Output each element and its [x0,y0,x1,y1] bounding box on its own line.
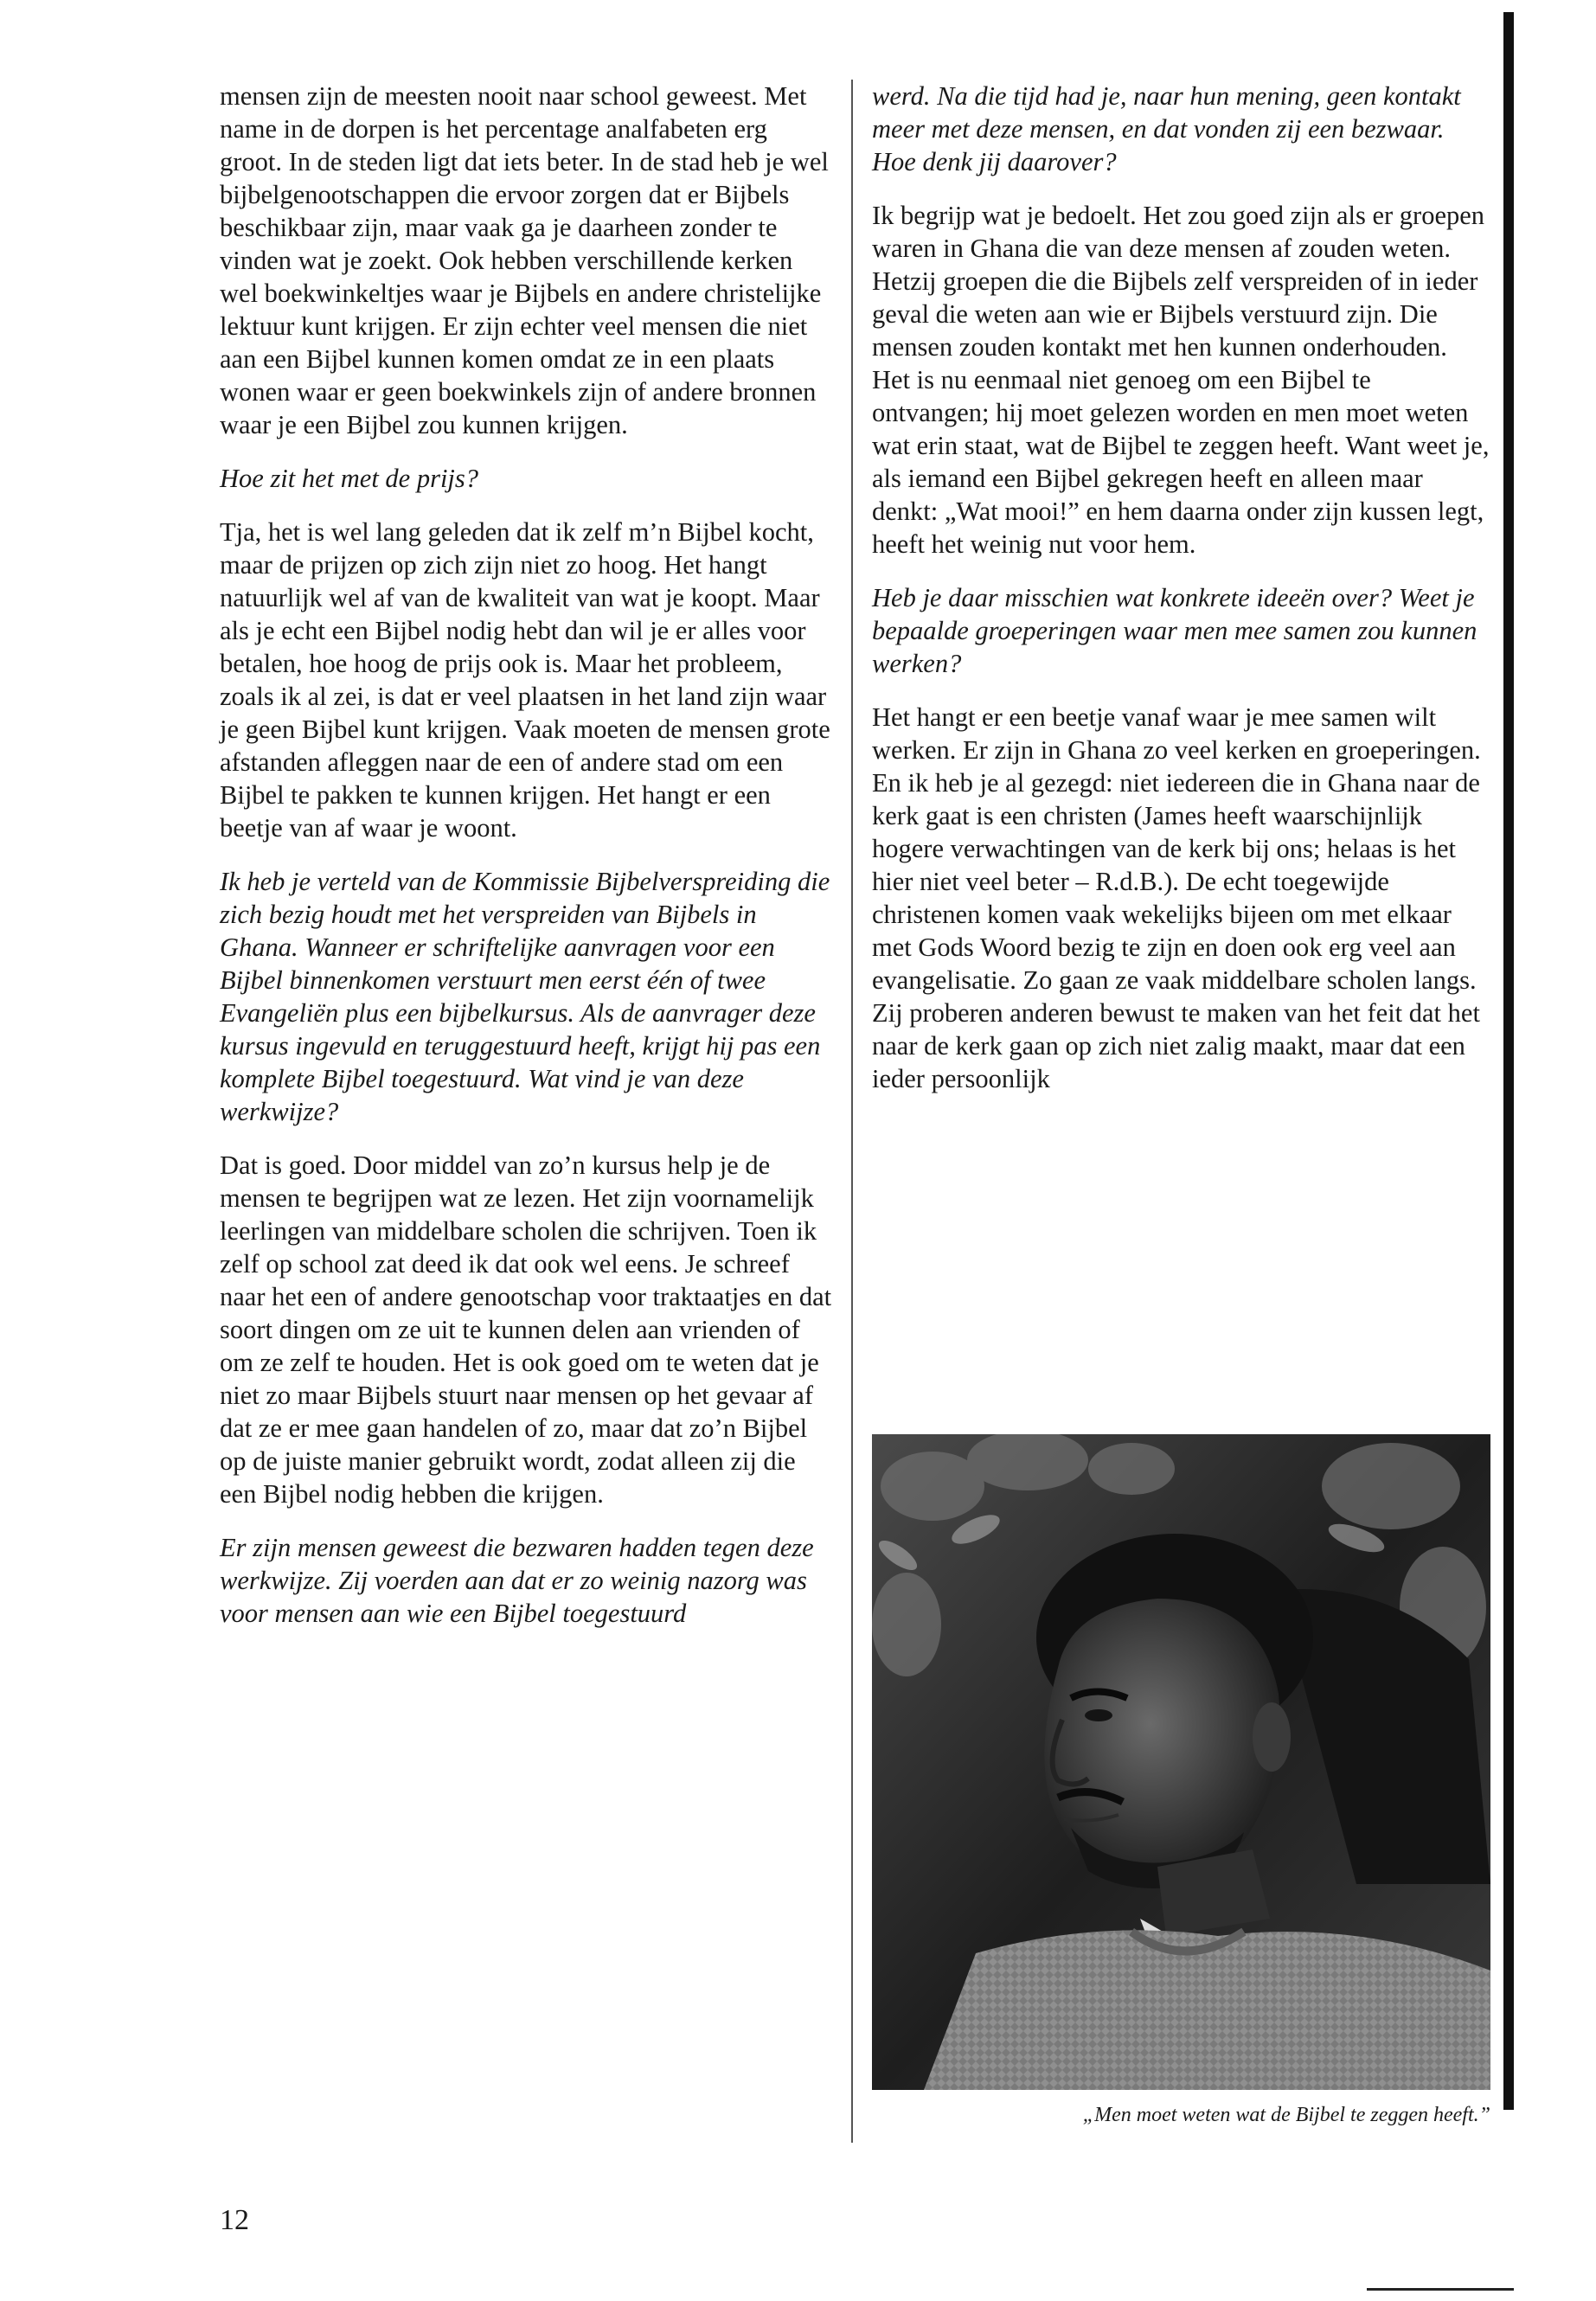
column-divider [851,80,853,2143]
page-edge-bar [1503,12,1514,2110]
page-number: 12 [220,2204,249,2236]
answer-paragraph: Tja, het is wel lang geleden dat ik zelf m’n Bijbel kocht, maar de prijzen op zich zijn niet zo hoog. Het hangt natuurlijk wel af van de kwaliteit van wat je koopt. Maar als je echt een Bijbel nodig hebt dan wil je er alles voor betalen, hoe hoog de prijs ook is. Maar het probleem, zoals ik al zei, is dat er veel plaatsen in het land zijn waar je geen Bijbel kunt krijgen. Vaak moeten de mensen grote afstanden afleggen naar de een of andere stad om een Bijbel te pakken te kunnen krijgen. Het hangt er een beetje van af waar je woont. [220,517,830,843]
question-paragraph: Heb je daar misschien wat konkrete ideeën over? Weet je bepaalde groeperingen waar men mee samen zou kunnen werken? [872,583,1477,678]
right-column [872,80,1490,1116]
portrait-illustration [872,1434,1490,2090]
footer-rule [1367,2288,1514,2291]
question-paragraph: Ik heb je verteld van de Kommissie Bijbelverspreiding die zich bezig houdt met het verspreiden van Bijbels in Ghana. Wanneer er schriftelijke aanvragen voor een Bijbel binnenkomen verstuurt men eerst één of twee Evangeliën plus een bijbelkursus. Als de aanvrager deze kursus ingevuld en teruggestuurd heeft, krijgt hij pas een komplete Bijbel toegestuurd. Wat vind je van deze werkwijze? [220,867,830,1126]
answer-paragraph: Dat is goed. Door middel van zo’n kursus help je de mensen te begrijpen wat ze lezen. Het zijn voornamelijk leerlingen van middelbare scholen die schrijven. Toen ik zelf op school zat deed ik dat ook wel eens. Je schreef naar het een of andere genootschap voor traktaatjes en dat soort dingen om ze uit te kunnen delen aan vrienden of om ze zelf te houden. Het is ook goed om te weten dat je niet zo maar Bijbels stuurt naar mensen op het gevaar af dat ze er mee gaan handelen of zo, maar dat zo’n Bijbel op de juiste manier gebruikt wordt, zodat alleen zij die een Bijbel nodig hebben die krijgen. [220,1150,832,1509]
portrait-photo [872,1434,1490,2090]
question-paragraph: werd. Na die tijd had je, naar hun mening, geen kontakt meer met deze mensen, en dat vonden zij een bezwaar. Hoe denk jij daarover? [872,81,1461,176]
answer-paragraph: mensen zijn de meesten nooit naar school geweest. Met name in de dorpen is het percentage analfabeten erg groot. In de steden ligt dat iets beter. In de stad heb je wel bijbelgenootschappen die ervoor zorgen dat er Bijbels beschikbaar zijn, maar vaak ga je daarheen zonder te vinden wat je zoekt. Ook hebben verschillende kerken wel boekwinkeltjes waar je Bijbels en andere christelijke lektuur kunt krijgen. Er zijn echter veel mensen die niet aan een Bijbel kunnen komen omdat ze in een plaats wonen waar er geen boekwinkels zijn of andere bronnen waar je een Bijbel zou kunnen krijgen. [220,81,829,439]
question-paragraph: Er zijn mensen geweest die bezwaren hadden tegen deze werkwijze. Zij voerden aan dat er zo weinig nazorg was voor mensen aan wie een Bijbel toegestuurd [220,1533,814,1628]
question-paragraph: Hoe zit het met de prijs? [220,464,479,493]
answer-paragraph: Ik begrijp wat je bedoelt. Het zou goed zijn als er groepen waren in Ghana die van deze mensen af zouden weten. Hetzij groepen die die Bijbels zelf verspreiden of in ieder geval die weten aan wie er Bijbels verstuurd zijn. Die mensen zouden kontakt met hen kunnen onderhouden. Het is nu eenmaal niet genoeg om een Bijbel te ontvangen; hij moet gelezen worden en men moet weten wat erin staat, wat de Bijbel te zeggen heeft. Want weet je, als iemand een Bijbel gekregen heeft en alleen maar denkt: „Wat mooi!” en hem daarna onder zijn kussen legt, heeft het weinig nut voor hem. [872,201,1490,559]
answer-paragraph: Het hangt er een beetje vanaf waar je mee samen wilt werken. Er zijn in Ghana zo veel kerken en groeperingen. En ik heb je al gezegd: niet iedereen die in Ghana naar de kerk gaat is een christen (James heeft waarschijnlijk hogere verwachtingen van de kerk bij ons; helaas is het hier niet veel beter – R.d.B.). De echt toegewijde christenen komen vaak wekelijks bijeen om met elkaar met Gods Woord bezig te zijn en doen ook erg veel aan evangelisatie. Zo gaan ze vaak middelbare scholen langs. Zij proberen anderen bewust te maken van het feit dat het naar de kerk gaan op zich niet zalig maakt, maar dat een ieder persoonlijk [872,702,1481,1093]
left-column [220,80,834,1650]
photo-caption: „Men moet weten wat de Bijbel te zeggen heeft.” [1082,2104,1490,2126]
